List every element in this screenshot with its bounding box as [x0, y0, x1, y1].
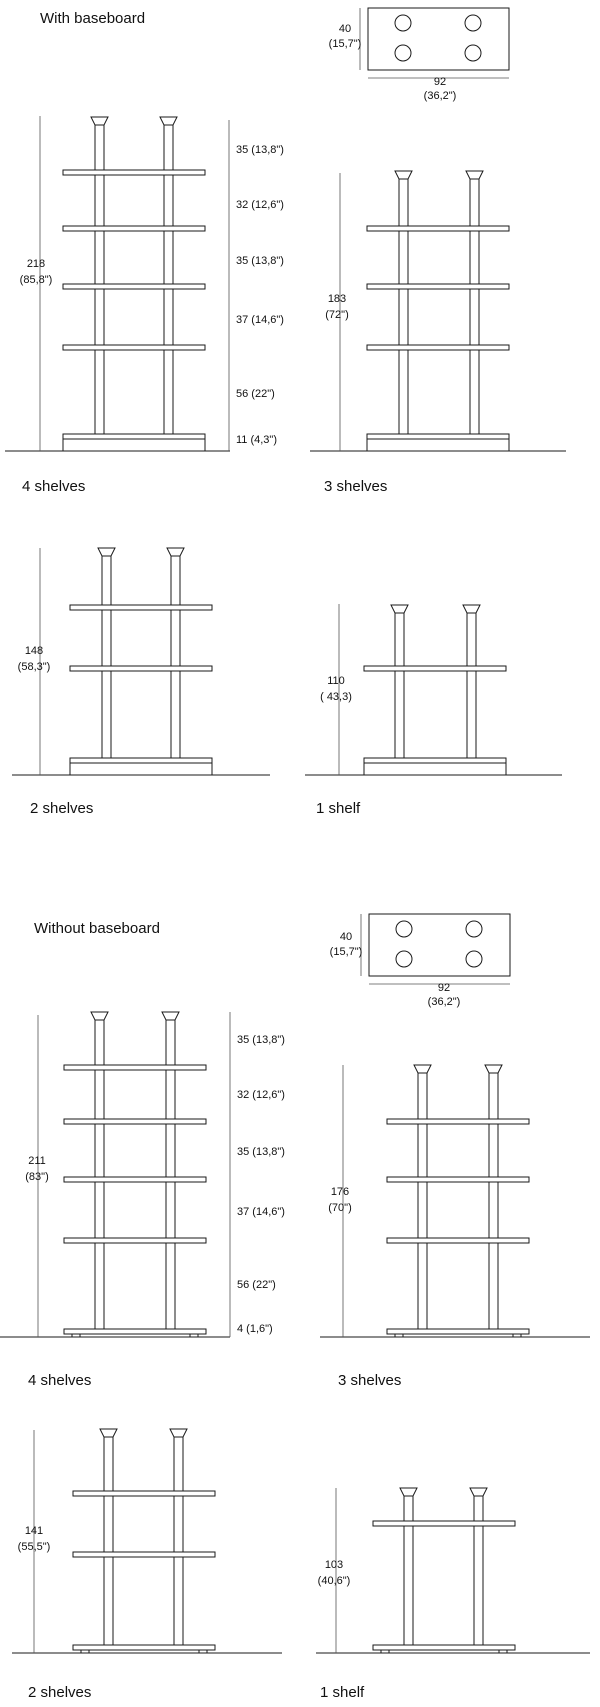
- elevation-1-shelf-without-baseboard: [316, 1488, 590, 1653]
- height-inches: (70"): [328, 1202, 352, 1214]
- height-inches: (72"): [325, 309, 349, 321]
- foot: [513, 1334, 521, 1337]
- top-view-with-baseboard: [329, 8, 509, 102]
- height-inches: (85,8"): [19, 274, 53, 286]
- shelf: [387, 1238, 529, 1243]
- caption-4-shelves: 4 shelves: [28, 1372, 92, 1389]
- post: [470, 179, 479, 434]
- elevation-4-shelves-without-baseboard: [0, 1012, 285, 1337]
- baseboard: [367, 434, 509, 451]
- post: [102, 556, 111, 758]
- post: [399, 179, 408, 434]
- base-plate: [387, 1329, 529, 1334]
- post-cap: [485, 1065, 502, 1073]
- segment-2: 32 (12,6"): [237, 1089, 285, 1101]
- shelf: [367, 284, 509, 289]
- height-value: 110: [327, 675, 345, 687]
- post-cap: [91, 1012, 108, 1020]
- top-view-without-baseboard: [330, 914, 510, 1008]
- height-inches: (40,6"): [317, 1575, 351, 1587]
- segment-1: 35 (13,8"): [237, 1034, 285, 1046]
- foot: [395, 1334, 403, 1337]
- shelf: [373, 1521, 515, 1526]
- shelf: [73, 1552, 215, 1557]
- post: [467, 613, 476, 758]
- height-inches: (55,5"): [17, 1541, 51, 1553]
- shelf: [64, 1065, 206, 1070]
- height-inches: (83"): [25, 1171, 49, 1183]
- post: [418, 1073, 427, 1329]
- shelf: [64, 1238, 206, 1243]
- top-view-outline: [368, 8, 509, 70]
- foot: [81, 1650, 89, 1653]
- post-cap: [160, 117, 177, 125]
- post-cap: [162, 1012, 179, 1020]
- post-cap: [167, 548, 184, 556]
- post-cap: [91, 117, 108, 125]
- elevation-1-shelf-with-baseboard: [305, 604, 562, 775]
- depth-value: 40: [338, 23, 352, 35]
- post-cap: [400, 1488, 417, 1496]
- post-cap: [100, 1429, 117, 1437]
- segment-4: 37 (14,6"): [237, 1206, 285, 1218]
- width-value: 92: [433, 76, 447, 88]
- top-view-outline: [369, 914, 510, 976]
- post: [404, 1496, 413, 1645]
- baseboard: [364, 758, 506, 775]
- post: [174, 1437, 183, 1645]
- elevation-3-shelves-without-baseboard: [320, 1065, 590, 1337]
- post-cap: [395, 171, 412, 179]
- depth-value: 40: [339, 931, 353, 943]
- post-cap: [170, 1429, 187, 1437]
- segment-3: 35 (13,8"): [236, 255, 284, 267]
- caption-1-shelf: 1 shelf: [320, 1684, 365, 1701]
- post-cap: [466, 171, 483, 179]
- segment-1: 35 (13,8"): [236, 144, 284, 156]
- elevation-4-shelves-with-baseboard: [5, 116, 284, 451]
- post: [171, 556, 180, 758]
- segment-4: 37 (14,6"): [236, 314, 284, 326]
- post: [489, 1073, 498, 1329]
- shelf: [63, 170, 205, 175]
- section-title-with-baseboard: With baseboard: [40, 10, 146, 27]
- height-inches: ( 43,3): [320, 691, 352, 703]
- segment-6: 4 (1,6"): [237, 1323, 273, 1335]
- shelf: [63, 226, 205, 231]
- caption-1-shelf: 1 shelf: [316, 800, 361, 817]
- shelf: [70, 666, 212, 671]
- section-title-without-baseboard: Without baseboard: [34, 920, 160, 937]
- post-cap: [414, 1065, 431, 1073]
- shelf: [367, 226, 509, 231]
- caption-3-shelves: 3 shelves: [338, 1372, 402, 1389]
- foot: [381, 1650, 389, 1653]
- shelf: [367, 345, 509, 350]
- height-value: 141: [24, 1525, 44, 1537]
- caption-2-shelves: 2 shelves: [30, 800, 94, 817]
- width-inches: (36,2"): [427, 996, 461, 1008]
- post: [395, 613, 404, 758]
- shelf: [63, 345, 205, 350]
- post-cap: [391, 605, 408, 613]
- shelf: [73, 1491, 215, 1496]
- post-cap: [463, 605, 480, 613]
- shelf: [364, 666, 506, 671]
- width-value: 92: [437, 982, 451, 994]
- foot: [72, 1334, 80, 1337]
- shelf: [63, 284, 205, 289]
- height-value: 211: [28, 1155, 46, 1167]
- post: [104, 1437, 113, 1645]
- foot: [199, 1650, 207, 1653]
- depth-inches: (15,7"): [328, 38, 362, 50]
- elevation-2-shelves-without-baseboard: [12, 1429, 282, 1653]
- post-cap: [470, 1488, 487, 1496]
- shelf: [387, 1177, 529, 1182]
- elevation-2-shelves-with-baseboard: [12, 548, 270, 775]
- base-plate: [73, 1645, 215, 1650]
- shelf: [387, 1119, 529, 1124]
- height-value: 176: [330, 1186, 350, 1198]
- elevation-3-shelves-with-baseboard: [310, 171, 566, 451]
- height-inches: (58,3"): [17, 661, 51, 673]
- caption-2-shelves: 2 shelves: [28, 1684, 92, 1701]
- shelf: [64, 1119, 206, 1124]
- caption-4-shelves: 4 shelves: [22, 478, 86, 495]
- post-cap: [98, 548, 115, 556]
- base-plate: [373, 1645, 515, 1650]
- height-value: 183: [327, 293, 347, 305]
- foot: [190, 1334, 198, 1337]
- segment-5: 56 (22"): [236, 388, 275, 400]
- segment-3: 35 (13,8"): [237, 1146, 285, 1158]
- height-value: 218: [26, 258, 46, 270]
- shelf: [70, 605, 212, 610]
- segment-2: 32 (12,6"): [236, 199, 284, 211]
- height-value: 103: [324, 1559, 344, 1571]
- baseboard: [70, 758, 212, 775]
- segment-5: 56 (22"): [237, 1279, 276, 1291]
- post: [474, 1496, 483, 1645]
- width-inches: (36,2"): [423, 90, 457, 102]
- foot: [499, 1650, 507, 1653]
- caption-3-shelves: 3 shelves: [324, 478, 388, 495]
- height-value: 148: [24, 645, 44, 657]
- shelf: [64, 1177, 206, 1182]
- segment-6: 11 (4,3"): [236, 434, 277, 446]
- base-plate: [64, 1329, 206, 1334]
- depth-inches: (15,7"): [329, 946, 363, 958]
- baseboard: [63, 434, 205, 451]
